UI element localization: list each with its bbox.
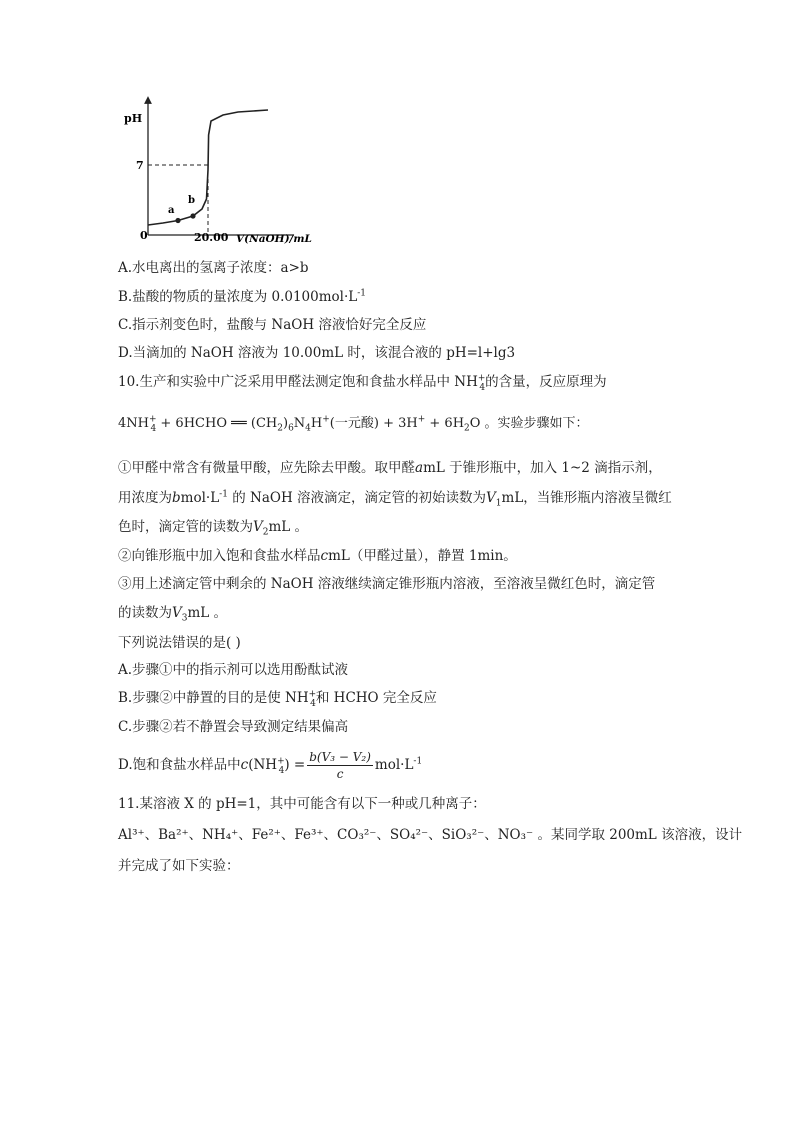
y-axis-label: pH — [124, 112, 143, 125]
q11-line3: 并完成了如下实验： — [118, 858, 240, 874]
q10-step1-line1: ①甲醛中常含有微量甲酸，应先除去甲酸。取甲醛amL 于锥形瓶中，加入 1~2 滴指示剂， — [118, 460, 662, 476]
q10-option-b: B.步骤②中静置的目的是使 $NH^+_4$和 HCHO 完全反应 — [118, 689, 437, 709]
q9-option-b: B.盐酸的物质的量浓度为 $0.0100mol\cdot L^{-1}$ — [118, 288, 367, 305]
y-tick-7: 7 — [136, 159, 144, 172]
fraction: $\frac{\text{b(V₃ − V₂)}}{c}$ — [309, 750, 371, 781]
x-axis-label: V(NaOH)/mL — [236, 233, 312, 245]
q11-ions: Al³⁺、Ba²⁺、NH₄⁺、Fe²⁺、Fe³⁺、CO₃²⁻、SO₄²⁻、SiO₃²⁻、NO₃⁻ 。某同学取 200mL 该溶液，设计 — [118, 827, 743, 843]
q10-intro: 10.生产和实验中广泛采用甲醛法测定饱和食盐水样品中 $NH^+_4$的含量，反应原理为 — [118, 373, 607, 393]
q10-option-a: A.步骤①中的指示剂可以选用酚酞试液 — [118, 662, 349, 678]
point-a-label: a — [168, 205, 175, 216]
q10-option-d: D.饱和食盐水样品中$c(NH^+_4)$ = $\frac{\text{b(V₃ − V₂)}}{c}$ $mol\cdot L^{-1}$ — [118, 750, 423, 781]
point-b-marker — [190, 213, 195, 218]
q9-option-c: C.指示剂变色时，盐酸与 NaOH 溶液恰好完全反应 — [118, 317, 427, 333]
q9-option-a: A.水电离出的氢离子浓度：a>b — [118, 260, 309, 276]
q10-step1-line2: 用浓度为$bmol\cdot L^{-1}$ 的 NaOH 溶液滴定，滴定管的初始读数为$V_1mL$，当锥形瓶内溶液呈微红 — [118, 489, 672, 509]
q10-step1-line3: 色时，滴定管的读数为$V_2mL$ 。 — [118, 519, 309, 538]
q10-question: 下列说法错误的是( ) — [118, 635, 241, 651]
q10-option-c: C.步骤②若不静置会导致测定结果偏高 — [118, 719, 349, 735]
q10-equation: $4NH^+_4$ + 6HCHO ══ $(CH_2)_6N_4H^+$(一元酸) + $3H^+ + 6H_2O$ 。实验步骤如下： — [118, 414, 589, 434]
q9-option-d: D.当滴加的 NaOH 溶液为 10.00mL 时，该混合液的 pH=l+lg3 — [118, 345, 516, 361]
point-a-marker — [175, 218, 180, 223]
x-tick-20: 20.00 — [194, 231, 229, 244]
q10-step3-line2: 的读数为$V_3mL$ 。 — [118, 605, 228, 624]
q11-intro: 11.某溶液 X 的 pH=1，其中可能含有以下一种或几种离子： — [118, 796, 486, 812]
q10-step3-line1: ③用上述滴定管中剩余的 NaOH 溶液继续滴定锥形瓶内溶液，至溶液呈微红色时，滴定管 — [118, 576, 656, 592]
point-b-label: b — [188, 195, 195, 206]
origin-label: 0 — [140, 229, 148, 242]
titration-graph — [118, 92, 312, 245]
q10-step2: ②向锥形瓶中加入饱和食盐水样品cmL（甲醛过量），静置 1min。 — [118, 548, 517, 564]
